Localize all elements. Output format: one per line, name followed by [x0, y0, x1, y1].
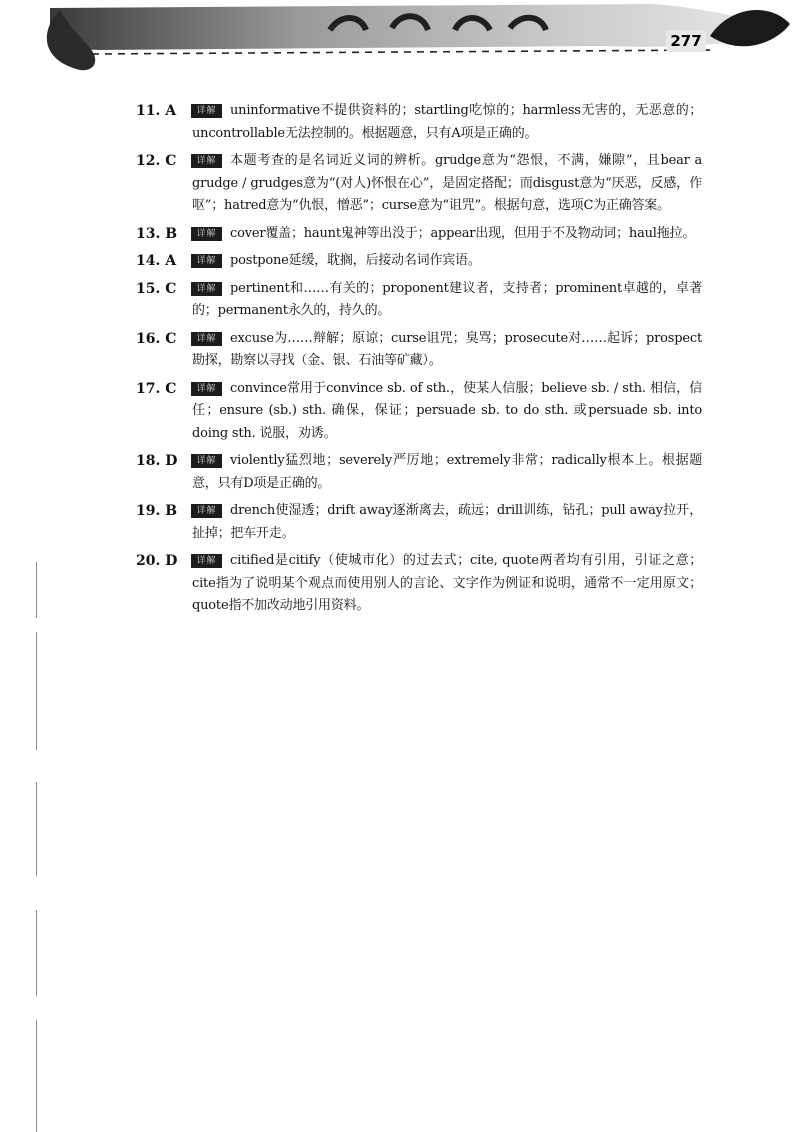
answer-entry-15 [136, 278, 702, 323]
answer-explanation: postpone延缓，耽搁，后接动名词作宾语。 [230, 253, 481, 268]
detailed-explanation-icon: 详解 [191, 382, 222, 396]
answer-explanation: pertinent和……有关的；proponent建议者，支持者；prominent卓越的，卓著的；permanent永久的，持久的。 [192, 280, 702, 318]
answer-entry-13 [136, 223, 702, 246]
answer-entry-12 [136, 150, 702, 218]
header-swoosh [50, 4, 760, 50]
answer-entry-16 [136, 328, 702, 373]
answer-entry-19 [136, 500, 702, 545]
answer-number: 11. A [136, 103, 177, 119]
detailed-explanation-icon: 详解 [191, 154, 222, 168]
answer-number: 17. C [136, 380, 177, 397]
answer-entry-20 [136, 550, 702, 618]
detailed-explanation-icon: 详解 [191, 504, 222, 518]
header-dashed-rule [92, 50, 714, 54]
answer-explanation: uninformative不提供资料的；startling吃惊的；harmless无害的，无恶意的；uncontrollable无法控制的。根据题意，只有A项是正确的。 [192, 103, 702, 141]
detailed-explanation-icon: 详解 [191, 282, 222, 296]
answer-number: 16. C [136, 330, 177, 347]
answer-entry-11 [136, 100, 702, 145]
answer-explanation: excuse为……辩解；原谅；curse诅咒；臭骂；prosecute对……起诉；prospect勘探，勘察以寻找（金、银、石油等矿藏）。 [192, 330, 702, 368]
detailed-explanation-icon: 详解 [191, 254, 222, 268]
answer-number: 15. C [136, 280, 177, 297]
answer-number: 13. B [136, 225, 178, 242]
answer-explanation: citified是citify（使城市化）的过去式；cite, quote两者均有引用，引证之意；cite指为了说明某个观点而使用别人的言论、文字作为例证和说明，通常不一定用原文；quote指不加改动地引用资料。 [192, 553, 702, 613]
margin-scan-line [36, 632, 37, 750]
answer-explanation: 本题考查的是名词近义词的辨析。grudge意为“怨恨，不满，嫌隙”，且bear a grudge / grudges意为“(对人)怀恨在心”，是固定搭配；而disgust意为“厌恶，反感，作呕”；hatred意为“仇恨，憎恶”；curse意为“诅咒”。根据句意，选项C为正确答案。 [192, 153, 702, 213]
answer-explanations [136, 100, 702, 623]
answer-explanation: violently猛烈地；severely严厉地；extremely非常；radically根本上。根据题意，只有D项是正确的。 [192, 453, 702, 491]
answer-explanation: cover覆盖；haunt鬼神等出没于；appear出现，但用于不及物动词；haul拖拉。 [230, 225, 696, 241]
answer-explanation: convince常用于convince sb. of sth.，使某人信服；believe sb. / sth. 相信，信任；ensure (sb.) sth. 确保，保证；persuade sb. to do sth. 或persuade sb. into doing sth. 说服，劝诱。 [192, 380, 702, 441]
detailed-explanation-icon: 详解 [191, 332, 222, 346]
answer-entry-18 [136, 450, 702, 495]
answer-number: 19. B [136, 503, 178, 519]
answer-number: 14. A [136, 253, 177, 269]
detailed-explanation-icon: 详解 [191, 104, 222, 118]
answer-entry-14 [136, 250, 702, 273]
answer-number: 18. D [136, 453, 178, 469]
margin-scan-line [36, 782, 37, 876]
answer-entry-17 [136, 378, 702, 446]
page-number: 277 [666, 30, 706, 52]
detailed-explanation-icon: 详解 [191, 454, 222, 468]
answer-number: 20. D [136, 553, 178, 569]
answer-number: 12. C [136, 153, 177, 169]
margin-scan-line [36, 562, 37, 618]
answer-explanation: drench使湿透；drift away逐渐离去，疏远；drill训练，钻孔；pull away拉开，扯掉；把车开走。 [192, 503, 702, 541]
margin-scan-line [36, 910, 37, 996]
margin-scan-line [36, 1020, 37, 1132]
detailed-explanation-icon: 详解 [191, 227, 222, 241]
detailed-explanation-icon: 详解 [191, 554, 222, 568]
